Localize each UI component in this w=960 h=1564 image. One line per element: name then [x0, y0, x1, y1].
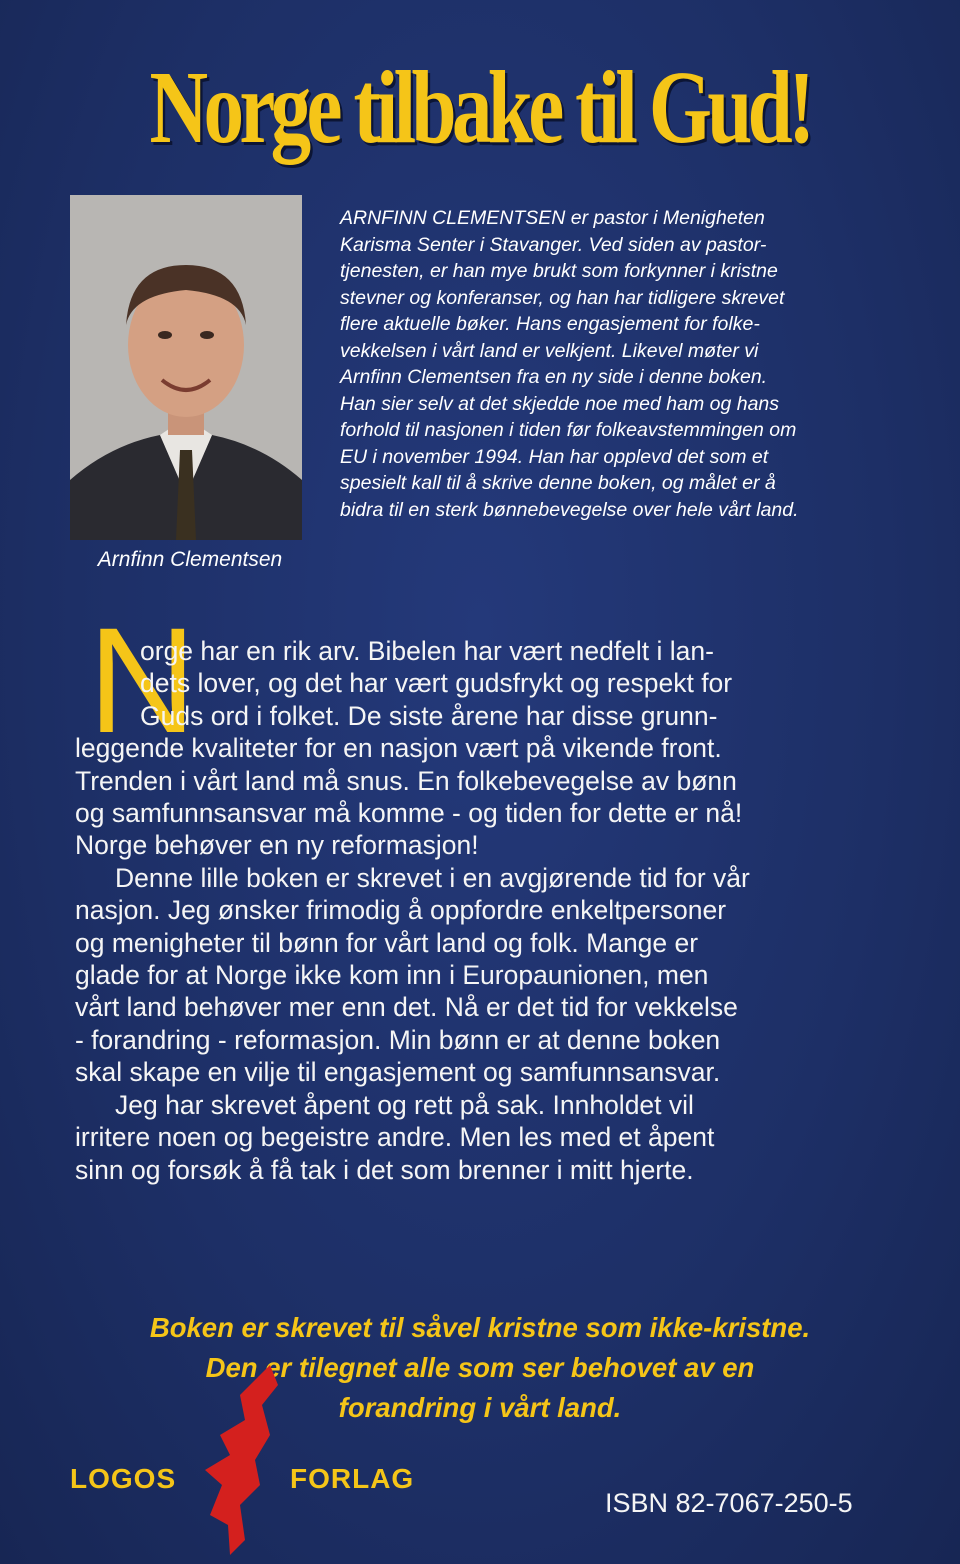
bio-line: bidra til en sterk bønnebevegelse over hele vårt land.: [340, 498, 799, 521]
body-line: Norge behøver en ny reformasjon!: [75, 830, 479, 861]
body-line: Jeg har skrevet åpent og rett på sak. Innholdet vil: [115, 1089, 694, 1120]
body-line: Denne lille boken er skrevet i en avgjørende tid for vår: [115, 862, 750, 893]
body-line: orge har en rik arv. Bibelen har vært nedfelt i lan-: [140, 636, 714, 666]
publisher-name-left: LOGOS: [70, 1463, 177, 1494]
tagline: [40, 1308, 920, 1428]
body-line: dets lover, og det har vært gudsfrykt og respekt for: [140, 668, 733, 699]
bio-line: Arnfinn Clementsen fra en ny side i denne boken.: [340, 366, 768, 388]
tagline-line: Den er tilegnet alle som ser behovet av en: [205, 1352, 755, 1383]
body-line: skal skape en vilje til engasjement og samfunnsansvar.: [75, 1057, 721, 1088]
tagline-line: Boken er skrevet til såvel kristne som ikke-kristne.: [149, 1312, 811, 1343]
body-line: irritere noen og begeistre andre. Men les med et åpent: [75, 1122, 715, 1153]
bio-line: tjenesten, er han mye brukt som forkynner i kristne: [340, 260, 778, 282]
body-line: glade for at Norge ikke kom inn i Europaunionen, men: [75, 960, 709, 991]
body-line: og menigheter til bønn for vårt land og folk. Mange er: [75, 927, 699, 958]
bio-line: flere aktuelle bøker. Hans engasjement for folke-: [340, 313, 760, 335]
drop-cap: N: [88, 596, 197, 764]
publisher-name-right: FORLAG: [290, 1463, 415, 1494]
bio-line: Han sier selv at det skjedde noe med ham og hans: [340, 392, 780, 415]
body-line: sinn og forsøk å få tak i det som brenner i mitt hjerte.: [75, 1154, 694, 1185]
bio-line: spesielt kall til å skrive denne boken, og målet er å: [340, 472, 776, 494]
body-line: nasjon. Jeg ønsker frimodig å oppfordre enkeltpersoner: [75, 895, 727, 926]
photo-caption: Arnfinn Clementsen: [97, 548, 283, 571]
body-text: [75, 635, 910, 1186]
bio-line: forhold til nasjonen i tiden før folkeavstemmingen om: [340, 419, 797, 441]
red-bird-logo-icon: [200, 1365, 290, 1560]
body-line: Guds ord i folket. De siste årene har disse grunn-: [140, 700, 718, 731]
bio-line: vekkelsen i vårt land er velkjent. Likevel møter vi: [340, 339, 759, 362]
body-line: Trenden i vårt land må snus. En folkebevegelse av bønn: [75, 765, 737, 796]
bio-line: EU i november 1994. Han har opplevd det som et: [340, 445, 769, 468]
isbn-number: ISBN 82-7067-250-5: [605, 1488, 853, 1518]
body-line: leggende kvaliteter for en nasjon vært på vikende front.: [75, 733, 722, 764]
bio-line: ARNFINN CLEMENTSEN er pastor i Menigheten: [340, 207, 765, 229]
body-line: og samfunnsansvar må komme - og tiden for dette er nå!: [75, 798, 743, 829]
bio-line: Karisma Senter i Stavanger. Ved siden av pastor-: [340, 233, 767, 256]
author-photo: [70, 195, 302, 540]
body-line: - forandring - reformasjon. Min bønn er at denne boken: [75, 1024, 721, 1055]
author-portrait-image: [70, 195, 302, 540]
author-bio: [340, 205, 900, 523]
body-line: vårt land behøver mer enn det. Nå er det tid for vekkelse: [75, 992, 738, 1023]
bio-line: stevner og konferanser, og han har tidligere skrevet: [340, 286, 785, 309]
book-title: Norge tilbake til Gud!: [149, 50, 811, 165]
tagline-line: forandring i vårt land.: [338, 1392, 622, 1423]
